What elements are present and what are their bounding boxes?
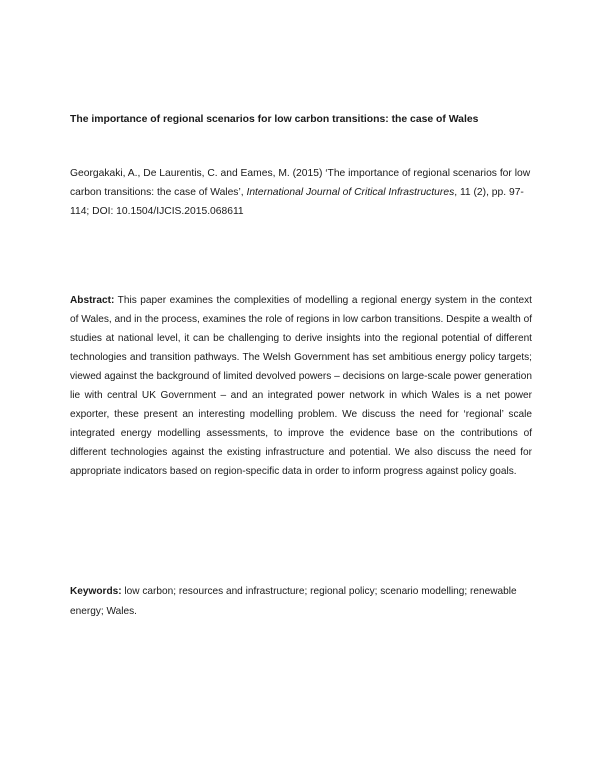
citation-details: , 11 (2), pp. 97-114; DOI: 10.1504/IJCIS.2015.068611: [70, 187, 524, 217]
keywords: [70, 582, 532, 621]
paper-title: The importance of regional scenarios for low carbon transitions: the case of Wales: [70, 114, 479, 125]
citation-journal: International Journal of Critical Infrastructures: [246, 187, 455, 198]
abstract-text: This paper examines the complexities of modelling a regional energy system in the context of Wales, and in the process, examines the role of regions in low carbon transitions. Despite a wealth of studies at national level, it can be challenging to derive insights into the regional potential of different technologies and transition pathways. The Welsh Government has set ambitious energy policy targets; viewed against the background of limited devolved powers – decisions on large-scale power generation lie with central UK Government – and an integrated power network in which Wales is a net power exporter, these present an interesting modelling problem. We discuss the need for ‘regional’ scale integrated energy modelling assessments, to improve the evidence base on the contributions of different technologies against the existing infrastructure and potential. We also discuss the need for appropriate indicators based on region-specific data in order to inform progress against policy goals.: [70, 295, 532, 477]
abstract-label: Abstract:: [70, 295, 115, 306]
citation: [70, 164, 535, 221]
keywords-text: low carbon; resources and infrastructure; regional policy; scenario modelling; renewable energy; Wales.: [70, 586, 517, 617]
citation-authors: Georgakaki, A., De Laurentis, C. and Eames, M. (2015) ‘The importance of regional scenarios for low carbon transitions: the case of Wales’,: [70, 168, 531, 198]
keywords-label: Keywords:: [70, 586, 122, 597]
abstract: [70, 291, 532, 481]
